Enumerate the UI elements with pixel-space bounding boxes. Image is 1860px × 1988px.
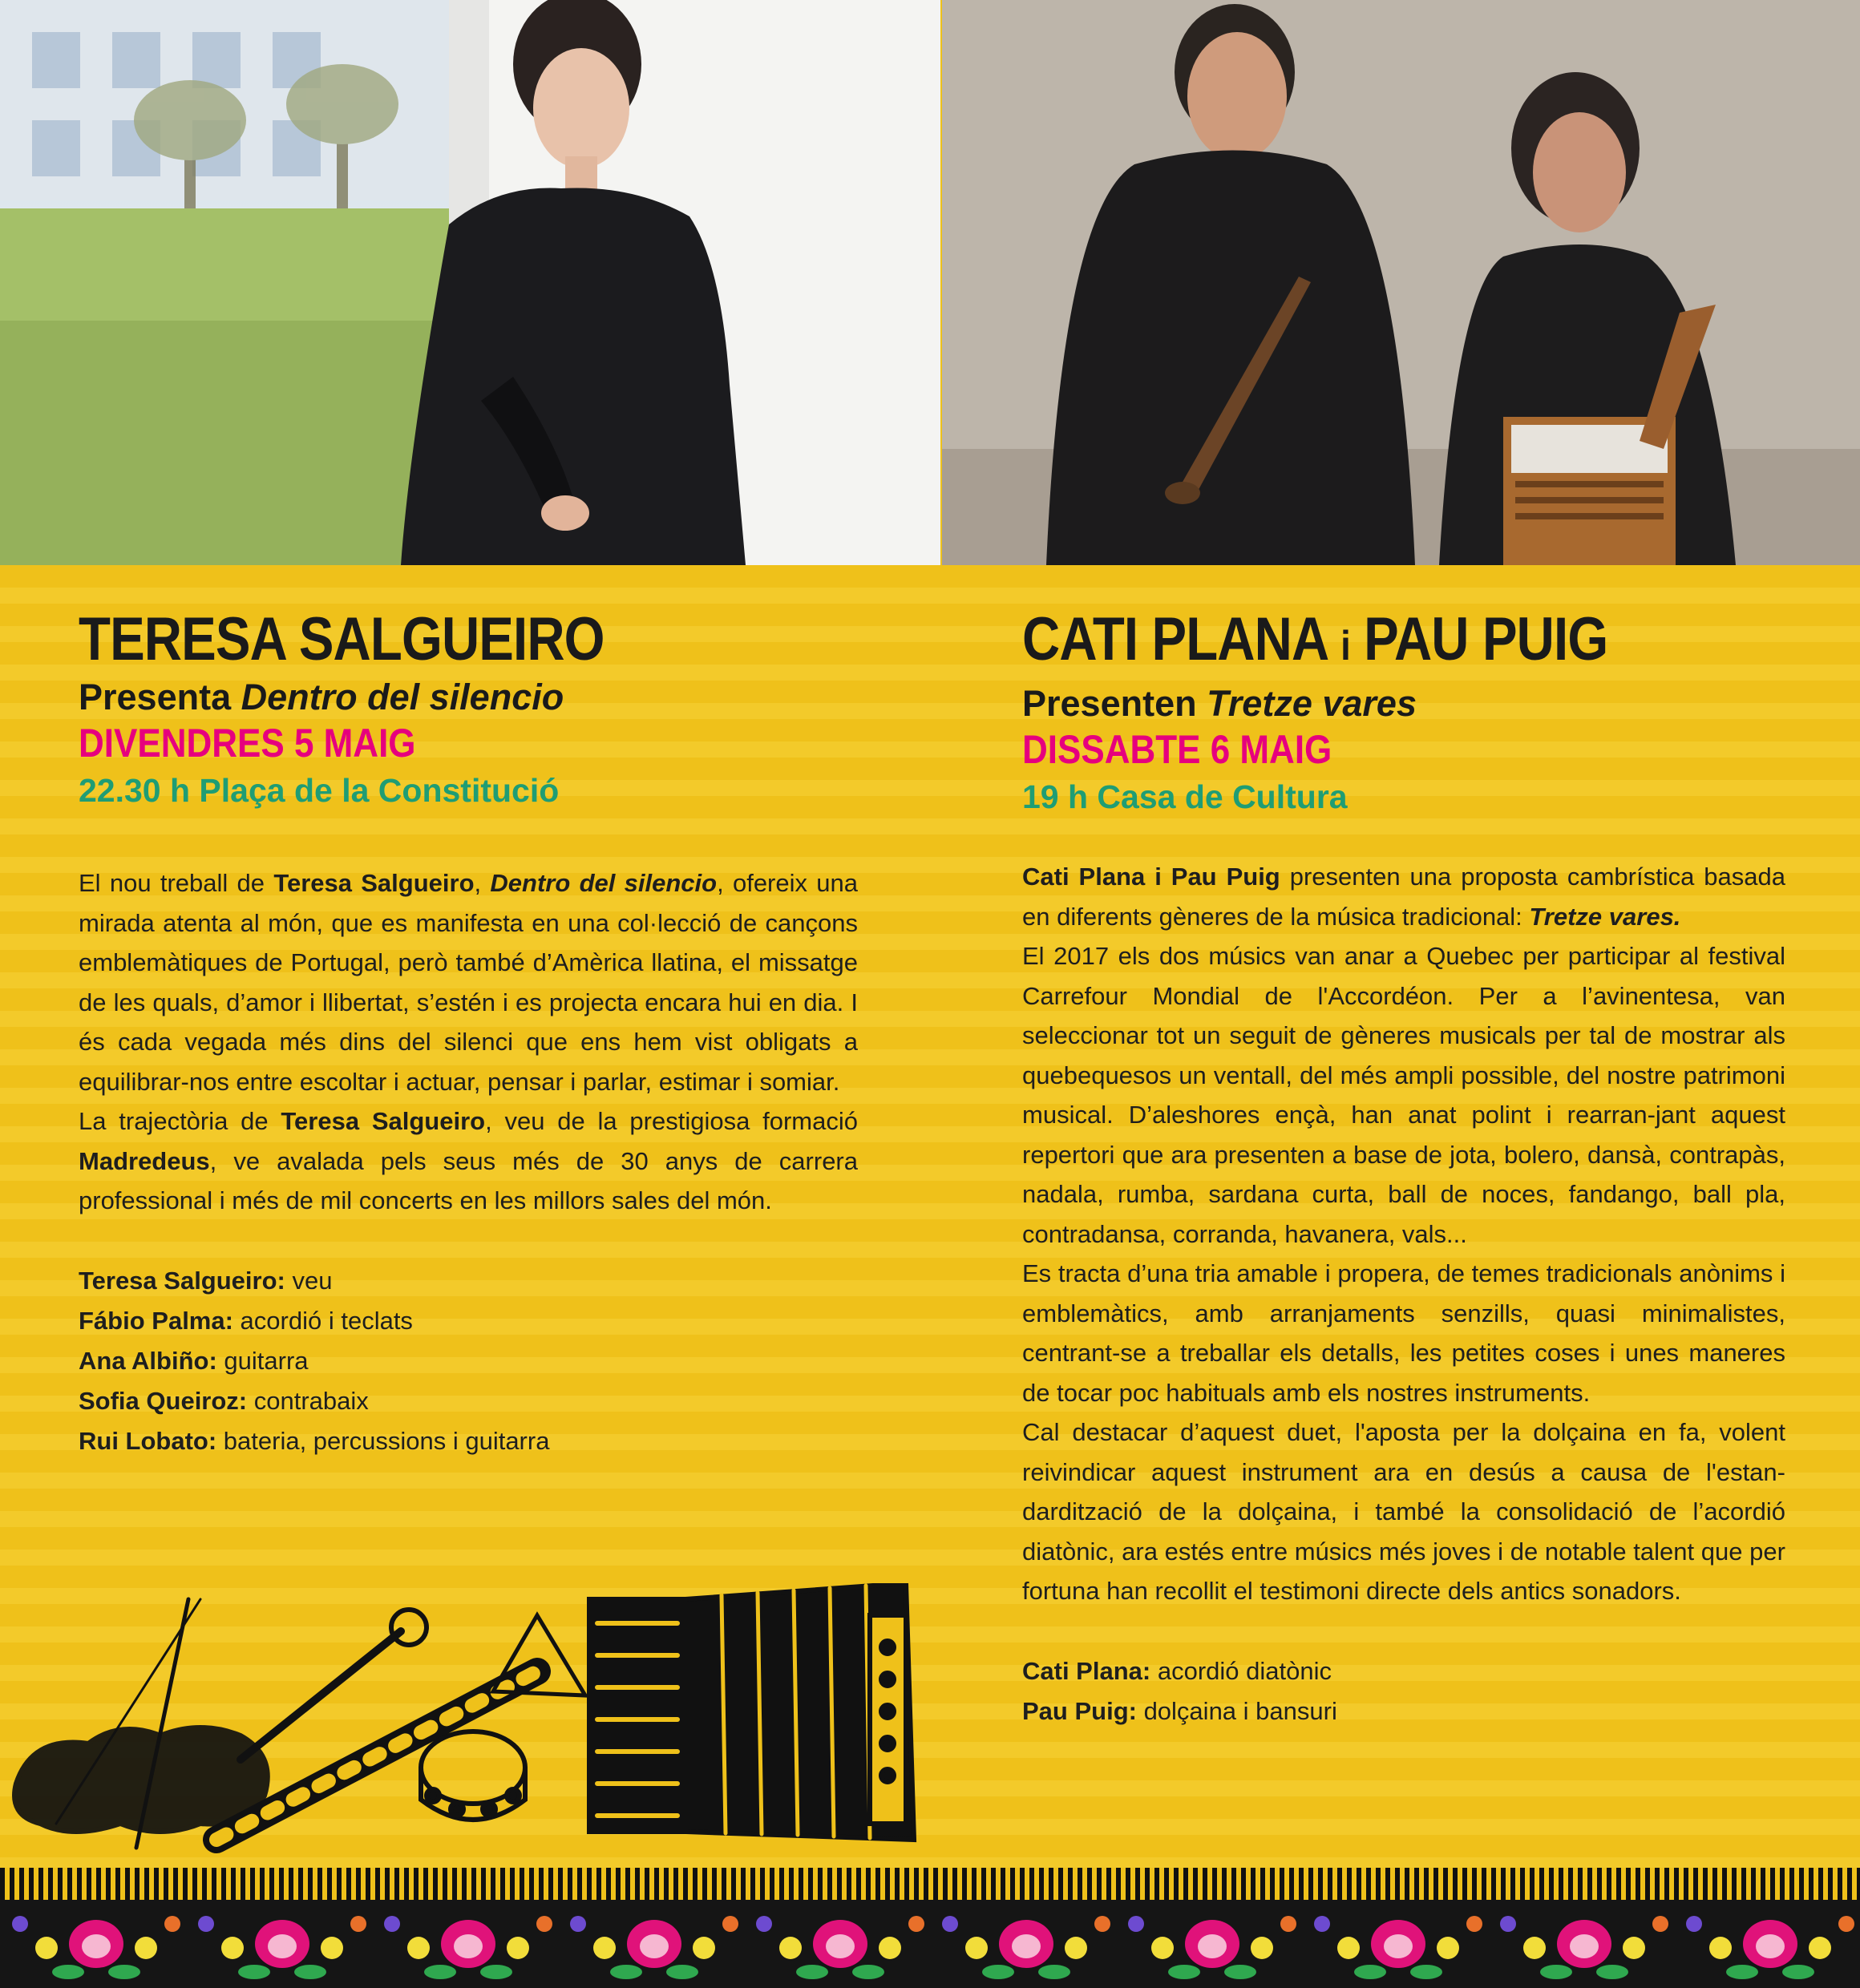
- flower-motif-icon: [570, 1916, 738, 1979]
- lineup-item: Sofia Queiroz: contrabaix: [79, 1386, 369, 1415]
- flower-motif-icon: [198, 1916, 366, 1979]
- presents-prefix: Presenten: [1022, 683, 1197, 724]
- accordion-icon: [589, 1583, 914, 1840]
- flower-motif-icon: [384, 1916, 552, 1979]
- lineup-item: Rui Lobato: bateria, percussions i guitarra: [79, 1426, 550, 1455]
- lineup: [79, 1261, 858, 1461]
- album-title: Dentro del silencio: [241, 677, 564, 717]
- lineup-item: Cati Plana: acordió diatònic: [1022, 1656, 1332, 1685]
- paragraph: El 2017 els dos músics van anar a Quebec per participar al festival Carrefour Mondial de l'Accordéon. Per a l’avinentesa, van seleccionar tot un seguit de gèneres musicals per tal de mostrar als quebequesos un ventall, del més ampli possible, del nostre patrimoni musical. D’aleshores ençà, han anat polint i rearran-jant aquest repertori que ara presenten a base de jota, bolero, dansà, contrapàs, nadala, rumba, sardana curta, ball de noces, fandango, ball pla, contradansa, corranda, havanera, vals...: [1022, 942, 1785, 1248]
- paragraph: El nou treball de Teresa Salgueiro, Dentro del silencio, ofereix una mirada atenta al món, que es manifesta en una col·lecció de cançons emblemàtiques de Portugal, però també d’Amèrica llatina, el missatge de les quals, d’amor i llibertat, s’estén i es projecta encara hui en dia. I és cada vegada més dins del silenci que ens hem vist obligats a equilibrar-nos entre escoltar i actuar, pensar i parlar, estimar i somiar.: [79, 869, 859, 1096]
- album-title: Tretze vares: [1207, 683, 1417, 724]
- floral-border: [0, 1900, 1860, 1988]
- flower-motif-icon: [1686, 1916, 1854, 1979]
- violin-icon: [14, 1599, 427, 1848]
- paragraph: Es tracta d’una tria amable i propera, de temes tradicionals anònims i emblemàtics, amb arranjaments senzills, quasi minimalistes, centrant-se a treballar els detalls, les petites coses i unes maneres de tocar poc habituals amb els nostres instruments.: [1022, 1259, 1785, 1407]
- lineup-item: Ana Albiño: guitarra: [79, 1346, 309, 1375]
- presents-line: [1022, 682, 1785, 725]
- presents-line: [79, 676, 858, 719]
- lineup-item: Pau Puig: dolçaina i bansuri: [1022, 1696, 1337, 1725]
- lineup: [1022, 1651, 1785, 1731]
- event-date: DISSABTE 6 MAIG: [1022, 727, 1332, 772]
- photo-cati-plana-pau-puig: [942, 0, 1860, 565]
- instruments-illustration: [0, 1583, 930, 1860]
- description: [79, 863, 858, 1221]
- paragraph: La trajectòria de Teresa Salgueiro, veu de la prestigiosa formació Madredeus, ve avalada pels seus més de 30 anys de carrera professional i més de mil concerts en les millors sales del món.: [79, 1107, 858, 1214]
- event-date: DIVENDRES 5 MAIG: [79, 721, 416, 766]
- paragraph: Cal destacar d’aquest duet, l'aposta per la dolçaina en fa, volent reivindicar aquest instrument ara en desús a causa de l'estan-dardització de la dolçaina, i també la consolidació de l’acordió diatònic, ara estés entre músics més joves i de notable talent que per fortuna han recollit el testimoni directe dels antics sonadors.: [1022, 1418, 1785, 1605]
- presents-prefix: Presenta: [79, 677, 232, 717]
- photo-teresa-salgueiro: [0, 0, 940, 565]
- artist-name: TERESA SALGUEIRO: [79, 605, 604, 673]
- lineup-item: Fábio Palma: acordió i teclats: [79, 1306, 413, 1335]
- event-teresa-salgueiro: [79, 605, 858, 1461]
- event-time-place: 22.30 h Plaça de la Constitució: [79, 772, 560, 809]
- flower-motif-icon: [12, 1916, 180, 1979]
- event-time-place: 19 h Casa de Cultura: [1022, 778, 1348, 815]
- paragraph: Cati Plana i Pau Puig presenten una proposta cambrística basada en diferents gèneres de la música tradicional: Tretze vares.: [1022, 863, 1785, 931]
- artist-name: CATI PLANA i PAU PUIG: [1022, 605, 1608, 673]
- flower-motif-icon: [756, 1916, 924, 1979]
- lineup-item: Teresa Salgueiro: veu: [79, 1266, 333, 1295]
- flower-motif-icon: [1314, 1916, 1482, 1979]
- flower-motif-icon: [1500, 1916, 1668, 1979]
- flower-motif-icon: [1128, 1916, 1296, 1979]
- event-cati-plana-pau-puig: [1022, 605, 1785, 1731]
- flower-motif-icon: [942, 1916, 1110, 1979]
- tambourine-icon: [421, 1731, 525, 1820]
- border-stripe: [0, 1868, 1860, 1900]
- description: [1022, 857, 1785, 1611]
